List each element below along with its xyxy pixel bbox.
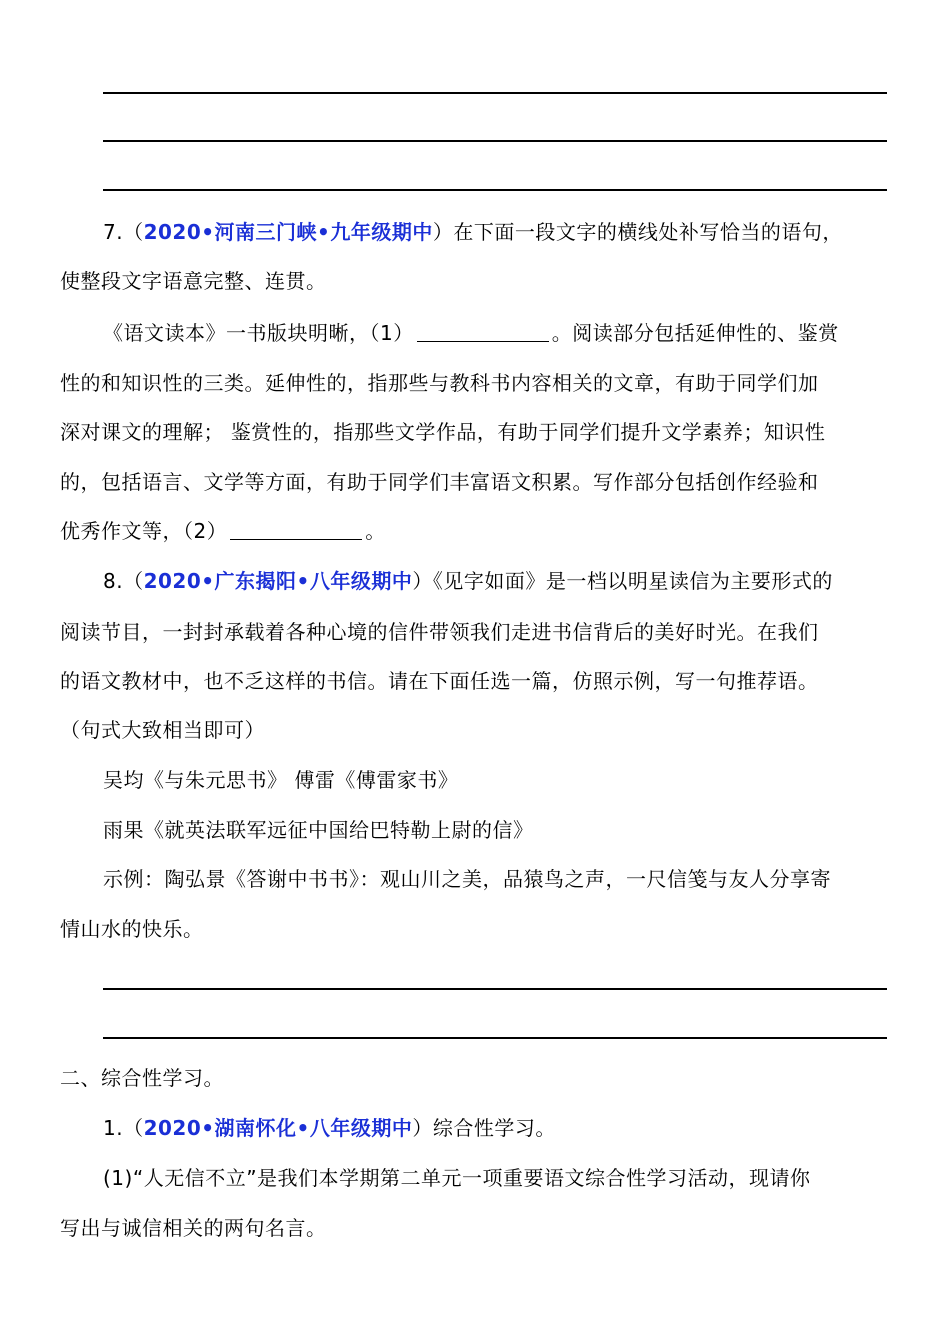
s2-q1-header [103,1113,895,1143]
q7-prompt-line2: 使整段文字语意完整、连贯。 [60,269,327,293]
q8-header [103,566,895,596]
answer-line [103,1037,887,1039]
blank-2[interactable] [230,519,362,540]
q7-para-line3: 深对课文的理解； 鉴赏性的，指那些文学作品，有助于同学们提升文学素养；知识性 [60,420,826,444]
q8-number: 8.（ [103,569,144,593]
answer-line [103,988,887,990]
answer-line [103,92,887,94]
s2-q1-prompt: ）综合性学习。 [412,1116,556,1140]
q8-source: 2020•广东揭阳•八年级期中 [143,569,413,593]
q8-prompt-line2: 阅读节目，一封封承载着各种心境的信件带领我们走进书信背后的美好时光。在我们 [60,620,819,644]
q7-header [103,217,895,247]
s2-q1-sub1-line1: (1)“人无信不立”是我们本学期第二单元一项重要语文综合性学习活动，现请你 [103,1166,811,1190]
q7-para-text: 《语文读本》一书版块明晰，（1） [103,321,414,345]
q7-para-line1 [103,318,895,348]
answer-line [103,140,887,142]
q8-example-line2: 情山水的快乐。 [60,917,204,941]
q7-para-line2: 性的和知识性的三类。延伸性的，指那些与教科书内容相关的文章，有助于同学们加 [60,371,819,395]
q8-option-line2: 雨果《就英法联军远征中国给巴特勒上尉的信》 [103,818,534,842]
blank-1[interactable] [417,321,549,342]
q8-prompt-line4: （句式大致相当即可） [60,718,265,742]
q8-example-line1: 示例：陶弘景《答谢中书书》：观山川之美，品猿鸟之声，一尺信笺与友人分享寄 [103,867,831,891]
q8-option-line1: 吴均《与朱元思书》 傅雷《傅雷家书》 [103,768,459,792]
q8-prompt: ）《见字如面》是一档以明星读信为主要形式的 [412,569,833,593]
q7-para-text: 。 [365,519,386,543]
q7-source: 2020•河南三门峡•九年级期中 [143,220,433,244]
q8-prompt-line3: 的语文教材中，也不乏这样的书信。请在下面任选一篇，仿照示例，写一句推荐语。 [60,669,819,693]
q7-para-text: 优秀作文等，（2） [60,519,228,543]
q7-number: 7.（ [103,220,144,244]
s2-q1-sub1-line2: 写出与诚信相关的两句名言。 [60,1216,327,1240]
q7-prompt: ）在下面一段文字的横线处补写恰当的语句， [432,220,843,244]
q7-para-text: 。阅读部分包括延伸性的、鉴赏 [551,321,839,345]
answer-line [103,189,887,191]
section-title: 二、综合性学习。 [60,1066,224,1090]
q7-para-line4: 的，包括语言、文学等方面，有助于同学们丰富语文积累。写作部分包括创作经验和 [60,470,819,494]
s2-q1-number: 1.（ [103,1116,144,1140]
s2-q1-source: 2020•湖南怀化•八年级期中 [143,1116,413,1140]
q7-para-line5 [60,516,895,546]
